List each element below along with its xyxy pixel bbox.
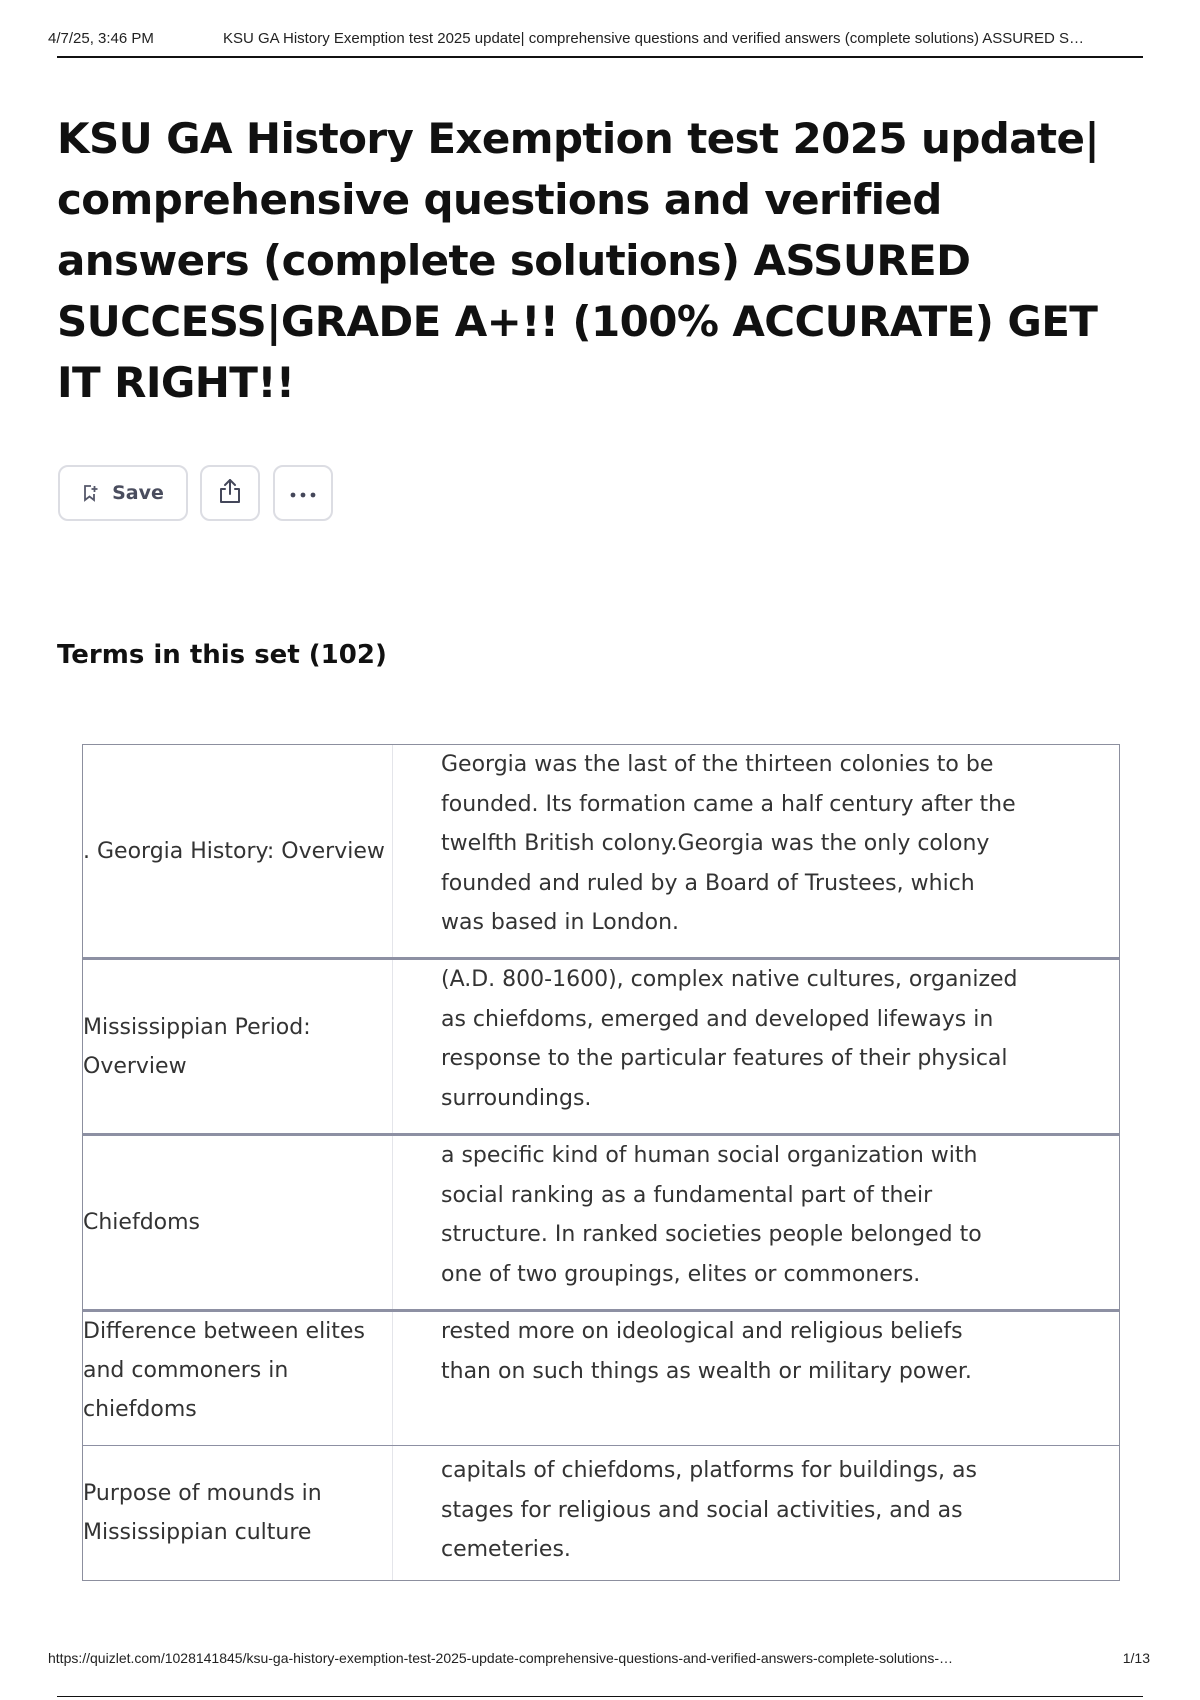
more-options-button[interactable]: [273, 465, 333, 521]
save-button-label: Save: [112, 482, 164, 504]
term-text: Difference between elites and commoners in chiefdoms: [83, 1319, 365, 1422]
definition-cell: rested more on ideological and religious beliefs than on such things as wealth or military power.: [441, 1319, 972, 1384]
definition-cell: Georgia was the last of the thirteen colonies to be founded. Its formation came a half century after the twelfth British colony.Georgia was the only colony founded and ruled by a Board of Trustees, which was based in London.: [441, 752, 1016, 935]
definition-cell: capitals of chiefdoms, platforms for buildings, as stages for religious and social activities, and as cemeteries.: [441, 1458, 977, 1562]
table-row: [83, 1309, 1119, 1445]
share-button[interactable]: [200, 465, 260, 521]
footer-divider: [57, 1696, 1143, 1697]
save-button[interactable]: [58, 465, 188, 521]
definition-cell: a specific kind of human social organization with social ranking as a fundamental part of their structure. In ranked societies people belonged to one of two groupings, elites or commoners.: [441, 1143, 982, 1287]
terms-table: [82, 744, 1120, 1581]
definition-cell: (A.D. 800-1600), complex native cultures, organized as chiefdoms, emerged and developed lifeways in response to the particular features of their physical surroundings.: [441, 967, 1018, 1111]
print-header: [48, 30, 1143, 56]
term-text: Purpose of mounds in Mississippian culture: [83, 1481, 322, 1545]
term-cell: [83, 1446, 393, 1580]
more-horizontal-icon: [289, 482, 317, 504]
print-datetime: 4/7/25, 3:46 PM: [48, 30, 154, 47]
bookmark-plus-icon: [82, 484, 100, 502]
term-cell: [83, 1312, 393, 1445]
term-cell: [83, 960, 393, 1133]
print-document-title: KSU GA History Exemption test 2025 update| comprehensive questions and verified answers (complete solutions) ASSURED S…: [223, 30, 1084, 47]
header-divider: [57, 56, 1143, 58]
page-number: 1/13: [1122, 1650, 1150, 1666]
table-row: [83, 745, 1119, 957]
term-cell: [83, 1136, 393, 1309]
table-row: [83, 1445, 1119, 1580]
term-cell: [83, 745, 393, 957]
term-text: Chiefdoms: [83, 1210, 201, 1235]
table-row: [83, 1133, 1119, 1309]
table-row: [83, 957, 1119, 1133]
terms-section-heading: Terms in this set (102): [57, 640, 387, 670]
share-icon: [217, 477, 243, 510]
term-text: Mississippian Period: Overview: [83, 1014, 311, 1079]
term-text: . Georgia History: Overview: [83, 838, 385, 864]
print-url: https://quizlet.com/1028141845/ksu-ga-history-exemption-test-2025-update-comprehensive-questions-and-verified-answers-complete-solutions-…: [48, 1650, 954, 1666]
page-title: KSU GA History Exemption test 2025 update| comprehensive questions and verified answers (complete solutions) ASSURED SUCCESS|GRADE A+!! (100% ACCURATE) GET IT RIGHT!!: [57, 114, 1100, 407]
print-footer: [48, 1650, 1150, 1674]
